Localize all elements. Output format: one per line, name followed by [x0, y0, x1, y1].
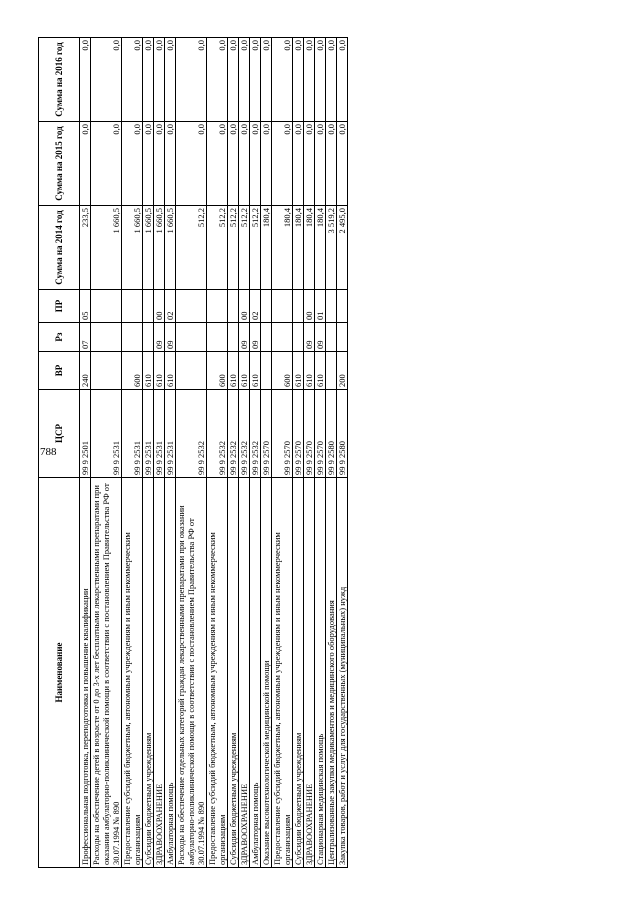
cell-csr: 99 9 2501 [80, 390, 91, 478]
cell-y2015: 0,0 [293, 122, 304, 206]
header-2016: Сумма на 2016 год [39, 38, 80, 122]
cell-rz: 09 [165, 323, 176, 352]
cell-pr [143, 290, 154, 323]
header-vr: ВР [39, 352, 80, 390]
header-rz: Рз [39, 323, 80, 352]
cell-vr: 610 [228, 352, 239, 390]
cell-y2015: 0,0 [143, 122, 154, 206]
header-2015: Сумма на 2015 год [39, 122, 80, 206]
cell-vr [261, 352, 272, 390]
cell-y2014: 512,2 [228, 206, 239, 290]
cell-csr: 99 9 2580 [326, 390, 337, 478]
cell-name: Централизованные закупки медикаментов и медицинского оборудования [326, 478, 337, 868]
cell-y2014: 512,2 [239, 206, 250, 290]
cell-y2014: 1 660,5 [122, 206, 143, 290]
cell-vr: 610 [315, 352, 326, 390]
cell-vr: 610 [143, 352, 154, 390]
cell-csr: 99 9 2532 [250, 390, 261, 478]
cell-y2016: 0,0 [326, 38, 337, 122]
cell-pr [176, 290, 207, 323]
cell-y2014: 512,2 [207, 206, 228, 290]
cell-y2015: 0,0 [80, 122, 91, 206]
cell-y2016: 0,0 [165, 38, 176, 122]
cell-rz [272, 323, 293, 352]
table-row [122, 38, 143, 868]
cell-rz: 09 [239, 323, 250, 352]
cell-pr [337, 290, 348, 323]
table-row [165, 38, 176, 868]
table-row [293, 38, 304, 868]
table-row [315, 38, 326, 868]
table-row [326, 38, 337, 868]
cell-csr: 99 9 2532 [239, 390, 250, 478]
table-row [261, 38, 272, 868]
cell-y2014: 233,5 [80, 206, 91, 290]
cell-pr [122, 290, 143, 323]
cell-y2014: 180,4 [304, 206, 315, 290]
cell-y2016: 0,0 [261, 38, 272, 122]
cell-name: Профессиональная подготовка, переподготовка и повышение квалификации [80, 478, 91, 868]
cell-y2015: 0,0 [250, 122, 261, 206]
table-row [176, 38, 207, 868]
table-row [91, 38, 122, 868]
cell-csr: 99 9 2531 [154, 390, 165, 478]
cell-rz: 09 [250, 323, 261, 352]
cell-y2014: 1 660,5 [165, 206, 176, 290]
cell-y2016: 0,0 [207, 38, 228, 122]
header-pr: ПР [39, 290, 80, 323]
cell-rz [228, 323, 239, 352]
cell-pr: 00 [239, 290, 250, 323]
header-csr: ЦСР [39, 390, 80, 478]
cell-csr: 99 9 2570 [304, 390, 315, 478]
cell-csr: 99 9 2531 [91, 390, 122, 478]
cell-csr: 99 9 2570 [315, 390, 326, 478]
cell-pr: 01 [315, 290, 326, 323]
table-row [250, 38, 261, 868]
cell-rz [261, 323, 272, 352]
cell-y2014: 3 519,2 [326, 206, 337, 290]
table-row [143, 38, 154, 868]
cell-rz [207, 323, 228, 352]
cell-csr: 99 9 2531 [122, 390, 143, 478]
table-row [207, 38, 228, 868]
cell-rz: 09 [154, 323, 165, 352]
cell-y2016: 0,0 [337, 38, 348, 122]
cell-pr [293, 290, 304, 323]
cell-y2016: 0,0 [272, 38, 293, 122]
cell-y2014: 180,4 [315, 206, 326, 290]
cell-y2015: 0,0 [91, 122, 122, 206]
cell-y2016: 0,0 [250, 38, 261, 122]
cell-y2015: 0,0 [176, 122, 207, 206]
cell-name: Расходы на обеспечение отдельных категорий граждан лекарственными препаратами при оказании амбулаторно-поликлинической помощи в соответствии с постановлением Правительства РФ от 30.07.1994 № 890 [176, 478, 207, 868]
cell-y2014: 180,4 [261, 206, 272, 290]
cell-y2016: 0,0 [91, 38, 122, 122]
cell-y2014: 1 660,5 [143, 206, 154, 290]
cell-y2015: 0,0 [228, 122, 239, 206]
cell-y2015: 0,0 [272, 122, 293, 206]
cell-csr: 99 9 2570 [261, 390, 272, 478]
table-row [337, 38, 348, 868]
cell-name: Закупка товаров, работ и услуг для государственных (муниципальных) нужд [337, 478, 348, 868]
cell-csr: 99 9 2531 [143, 390, 154, 478]
cell-csr: 99 9 2570 [293, 390, 304, 478]
cell-pr [326, 290, 337, 323]
cell-y2016: 0,0 [315, 38, 326, 122]
cell-pr: 02 [165, 290, 176, 323]
cell-y2015: 0,0 [304, 122, 315, 206]
cell-y2014: 2 495,0 [337, 206, 348, 290]
cell-y2014: 180,4 [272, 206, 293, 290]
cell-name: ЗДРАВООХРАНЕНИЕ [154, 478, 165, 868]
cell-y2016: 0,0 [143, 38, 154, 122]
cell-vr: 240 [80, 352, 91, 390]
cell-y2016: 0,0 [122, 38, 143, 122]
cell-csr: 99 9 2531 [165, 390, 176, 478]
cell-y2015: 0,0 [239, 122, 250, 206]
cell-y2015: 0,0 [122, 122, 143, 206]
table-body [80, 38, 348, 868]
cell-rz [91, 323, 122, 352]
cell-rz: 07 [80, 323, 91, 352]
cell-vr: 610 [250, 352, 261, 390]
cell-pr [272, 290, 293, 323]
cell-pr: 02 [250, 290, 261, 323]
cell-pr [207, 290, 228, 323]
cell-csr: 99 9 2570 [272, 390, 293, 478]
cell-y2015: 0,0 [207, 122, 228, 206]
cell-y2015: 0,0 [154, 122, 165, 206]
cell-vr [326, 352, 337, 390]
cell-name: Расходы на обеспечение детей в возрасте от 0 до 3-х лет бесплатными лекарственными препаратами при оказании амбулаторно-поликлинической помощи в соответствии с постановлением Правительства РФ от 30.07.1994 № 890 [91, 478, 122, 868]
cell-pr: 00 [154, 290, 165, 323]
cell-name: Амбулаторная помощь [250, 478, 261, 868]
cell-rz [326, 323, 337, 352]
budget-table [38, 37, 348, 868]
cell-pr [261, 290, 272, 323]
cell-csr: 99 9 2580 [337, 390, 348, 478]
cell-vr: 600 [272, 352, 293, 390]
cell-y2014: 512,2 [176, 206, 207, 290]
cell-vr: 610 [293, 352, 304, 390]
header-2014: Сумма на 2014 год [39, 206, 80, 290]
cell-vr [176, 352, 207, 390]
table-row [80, 38, 91, 868]
cell-pr: 05 [80, 290, 91, 323]
cell-y2015: 0,0 [337, 122, 348, 206]
cell-vr: 610 [239, 352, 250, 390]
cell-y2014: 512,2 [250, 206, 261, 290]
table-row [272, 38, 293, 868]
cell-vr [91, 352, 122, 390]
cell-rz [337, 323, 348, 352]
cell-rz [293, 323, 304, 352]
table-header-row [39, 38, 80, 868]
cell-rz [122, 323, 143, 352]
cell-rz [176, 323, 207, 352]
table-row [154, 38, 165, 868]
cell-y2016: 0,0 [176, 38, 207, 122]
page-number: 788 [40, 446, 57, 458]
cell-name: Предоставление субсидий бюджетным, автономным учреждениям и иным некоммерческим организациям [272, 478, 293, 868]
cell-name: Предоставление субсидий бюджетным, автономным учреждениям и иным некоммерческим организациям [207, 478, 228, 868]
cell-pr [91, 290, 122, 323]
cell-y2016: 0,0 [293, 38, 304, 122]
cell-y2015: 0,0 [326, 122, 337, 206]
cell-vr: 610 [154, 352, 165, 390]
cell-y2015: 0,0 [261, 122, 272, 206]
cell-y2016: 0,0 [304, 38, 315, 122]
cell-vr: 610 [165, 352, 176, 390]
cell-csr: 99 9 2532 [176, 390, 207, 478]
cell-rz [143, 323, 154, 352]
cell-name: Оказание высокотехнологической медицинской помощи [261, 478, 272, 868]
cell-y2015: 0,0 [165, 122, 176, 206]
table-row [228, 38, 239, 868]
cell-y2014: 1 660,5 [91, 206, 122, 290]
cell-name: Амбулаторная помощь [165, 478, 176, 868]
cell-pr: 00 [304, 290, 315, 323]
cell-name: ЗДРАВООХРАНЕНИЕ [304, 478, 315, 868]
cell-name: ЗДРАВООХРАНЕНИЕ [239, 478, 250, 868]
table-row [239, 38, 250, 868]
table-row [304, 38, 315, 868]
cell-y2014: 1 660,5 [154, 206, 165, 290]
cell-pr [228, 290, 239, 323]
cell-csr: 99 9 2532 [228, 390, 239, 478]
cell-name: Субсидии бюджетным учреждениям [228, 478, 239, 868]
cell-name: Стационарная медицинская помощь [315, 478, 326, 868]
cell-rz: 09 [315, 323, 326, 352]
cell-y2016: 0,0 [80, 38, 91, 122]
cell-name: Предоставление субсидий бюджетным, автономным учреждениям и иным некоммерческим организациям [122, 478, 143, 868]
cell-y2014: 180,4 [293, 206, 304, 290]
cell-y2016: 0,0 [228, 38, 239, 122]
cell-vr: 600 [122, 352, 143, 390]
rotated-table [38, 38, 556, 868]
cell-name: Субсидии бюджетным учреждениям [143, 478, 154, 868]
cell-y2016: 0,0 [239, 38, 250, 122]
cell-vr: 600 [207, 352, 228, 390]
cell-y2015: 0,0 [315, 122, 326, 206]
header-name: Наименование [39, 478, 80, 868]
cell-vr: 610 [304, 352, 315, 390]
budget-table-container [38, 38, 556, 868]
cell-name: Субсидии бюджетным учреждениям [293, 478, 304, 868]
cell-csr: 99 9 2532 [207, 390, 228, 478]
cell-rz: 09 [304, 323, 315, 352]
cell-vr: 200 [337, 352, 348, 390]
cell-y2016: 0,0 [154, 38, 165, 122]
